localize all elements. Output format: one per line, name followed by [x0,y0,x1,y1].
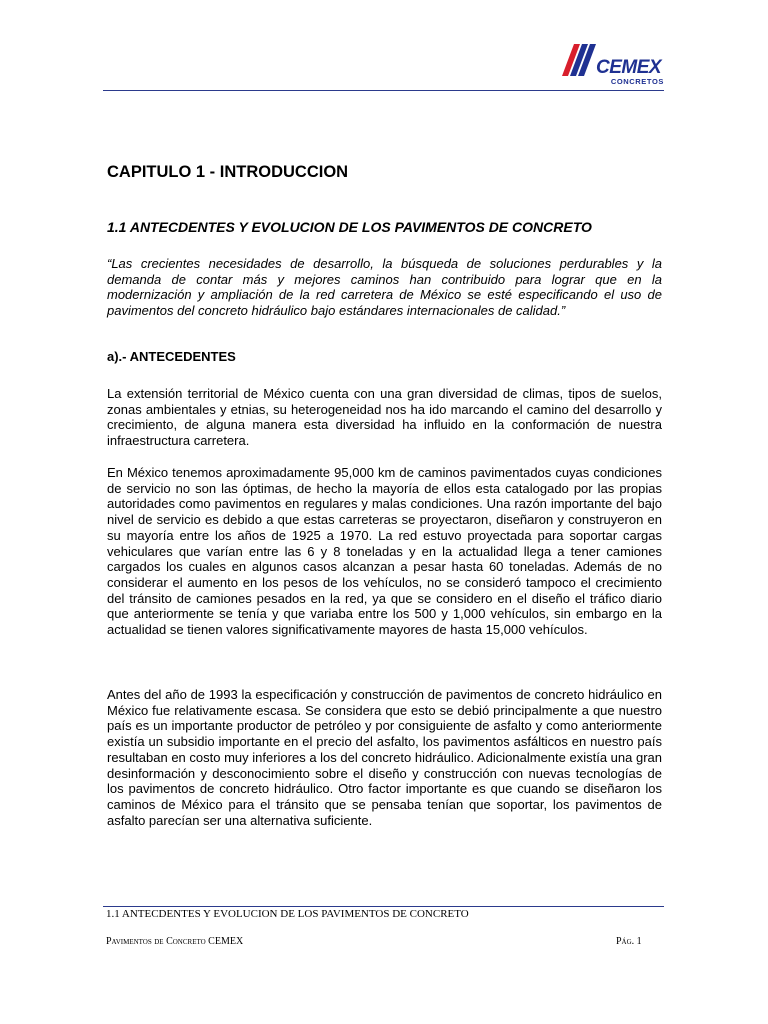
body-paragraph: La extensión territorial de México cuenta con una gran diversidad de climas, tipos de suelos, zonas ambientales y etnias, su heterogeneidad nos ha ido marcando el camino del desarrollo y crecimiento, de alguna manera esta diversidad ha influido en la conformación de nuestra infraestructura carretera. [107,386,662,449]
chapter-title: CAPITULO 1 - INTRODUCCION [107,163,349,181]
logo-subtitle: CONCRETOS [610,77,664,86]
cemex-stripes-icon [560,44,600,78]
footer-page-number: Pág. 1 [616,936,642,947]
cemex-logo [560,44,666,88]
body-paragraph: Antes del año de 1993 la especificación y construcción de pavimentos de concreto hidráulico en México fue relativamente escasa. Se considera que esto se debió principalmente a que nuestro país es un importante productor de petróleo y por consiguiente de asfalto y como anteriormente existía un subsidio importante en el precio del asfalto, los pavimentos asfálticos en nuestro país resultaban en costo muy inferiores a los del concreto hidráulico. Adicionalmente existía una gran desinformación y desconocimiento sobre el diseño y construcción con nuevas tecnologías de los pavimentos de concreto hidráulico. Otro factor importante es que cuando se diseñaron los caminos de México para el tránsito que se pensaba tenían que soportar, los pavimentos de asfalto parecían ser una alternativa suficiente. [107,687,662,828]
intro-quote: “Las crecientes necesidades de desarrollo, la búsqueda de soluciones perdurables y la demanda de contar más y mejores caminos han contribuido para lograr que en la modernización y ampliación de la red carretera de México se esté especificando el uso de pavimentos del concreto hidráulico bajo estándares internacionales de calidad.” [107,256,662,319]
footer-document-name: Pavimentos de Concreto CEMEX [106,936,244,947]
body-paragraph: En México tenemos aproximadamente 95,000 km de caminos pavimentados cuyas condiciones de servicio no son las óptimas, de hecho la mayoría de ellos esta catalogado por las propias autoridades como pavimentos en regulares y malas condiciones. Una razón importante del bajo nivel de servicio es debido a que estas carreteras se proyectaron, diseñaron y construyeron en su mayoría entre los años de 1925 a 1970. La red estuvo proyectada para soportar cargas vehiculares que varían entre las 6 y 8 toneladas y en la actualidad llega a tener camiones cargados los cuales en algunos casos alcanzan a pesar hasta 60 toneladas. Además de no considerar el aumento en los pesos de los vehículos, no se consideró tampoco el crecimiento del tránsito de camiones pesados en la red, ya que se considero en el diseño el tráfico diario que anteriormente se tenía y que variaba entre los 500 y 1,000 vehículos, sin embargo en la actualidad se tienen valores significativamente mayores de hasta 15,000 vehículos. [107,465,662,638]
footer-divider [103,906,664,907]
logo-wordmark: CEMEX [596,57,662,78]
header-divider [103,90,664,91]
section-title: 1.1 ANTECDENTES Y EVOLUCION DE LOS PAVIMENTOS DE CONCRETO [107,219,592,235]
footer-section-title: 1.1 ANTECDENTES Y EVOLUCION DE LOS PAVIMENTOS DE CONCRETO [106,908,469,920]
subsection-title: a).- ANTECEDENTES [107,349,236,364]
